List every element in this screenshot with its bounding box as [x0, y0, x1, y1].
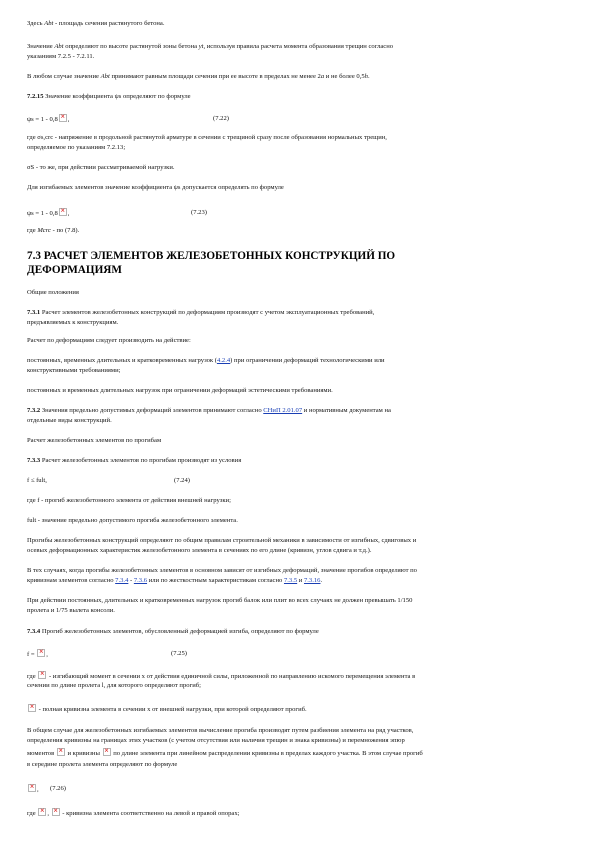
link-7-3-4[interactable]: 7.3.4 — [115, 577, 129, 584]
paragraph-curvature: × - полная кривизна элемента в сечении x от внешней нагрузки, при которой определяют прогиб. — [27, 704, 307, 714]
formula-7-22: ψs = 1 - 0,8× , — [27, 114, 69, 124]
paragraph-abt: Здесь Abt - площадь сечения растянутого бетона. — [27, 20, 165, 27]
paragraph-where-line1: где σs,crc - напряжение в продольной растянутой арматуре в сечении с трещиной сразу после образования нормальных трещин, — [27, 134, 387, 141]
broken-image-icon — [57, 748, 65, 756]
clause-7-3-1-line2: предъявляемых к конструкциям. — [27, 319, 119, 326]
equation-number-7-25: (7.25) — [171, 650, 187, 657]
paragraph-where-last: где ×, × - кривизна элемента соответственно на левой и правой опорах; — [27, 808, 239, 818]
link-7-3-16[interactable]: 7.3.16 — [303, 577, 321, 584]
equation-number-7-23: (7.23) — [191, 209, 207, 216]
formula-7-26: ×, — [27, 784, 39, 794]
paragraph-loads-line1: постоянных, временных длительных и кратковременных нагрузок (4.2.4) при ограничении деформаций технологическими или — [27, 357, 385, 364]
broken-image-icon — [28, 704, 36, 712]
link-7-3-6[interactable]: 7.3.6 — [133, 577, 148, 584]
formula-7-24: f ≤ fult, — [27, 477, 47, 484]
paragraph-cases-line1: В тех случаях, когда прогибы железобетонных элементов в основном зависят от изгибных деформаций, значение прогибов определяют по — [27, 567, 417, 574]
paragraph-general-line4: в середине пролета элемента определяют по формуле — [27, 761, 178, 768]
broken-image-icon — [103, 748, 111, 756]
broken-image-icon — [38, 808, 46, 816]
paragraph-deflections-line2: осевых деформационных характеристик железобетонного элемента в сечениях по его длине (кривизн, углов сдвига и т.д.). — [27, 547, 372, 554]
clause-7-2-15: 7.2.15 Значение коэффициента ψs определяют по формуле — [27, 93, 191, 100]
broken-image-icon — [52, 808, 60, 816]
link-4-2-4[interactable]: 4.2.4 — [216, 357, 231, 364]
clause-7-3-4: 7.3.4 Прогиб железобетонных элементов, обусловленный деформацией изгиба, определяют по формуле — [27, 628, 319, 635]
formula-7-25: f = ×, — [27, 649, 48, 659]
equation-number-7-24: (7.24) — [174, 477, 190, 484]
paragraph-calc-perform: Расчет по деформациям следует производить на действие: — [27, 337, 191, 344]
link-snip[interactable]: СНиП 2.01.07 — [263, 407, 303, 414]
paragraph-cases-line2: кривизнам элементов согласно 7.3.4 - 7.3.6 или по жесткостным характеристикам согласно 7.3.5 и 7.3.16. — [27, 577, 323, 584]
section-title-line2: ДЕФОРМАЦИЯМ — [27, 264, 122, 276]
paragraph-mcrc: где Mcrc - по (7.8). — [27, 227, 80, 234]
paragraph-values-line2: указаниям 7.2.5 - 7.2.11. — [27, 53, 95, 60]
clause-7-3-2-line1: 7.3.2 Значения предельно допустимых деформаций элементов принимают согласно СНиП 2.01.07 и нормативным документам на — [27, 407, 391, 414]
broken-image-icon — [59, 208, 67, 216]
clause-7-3-1-line1: 7.3.1 Расчет элементов железобетонных конструкций по деформациям производят с учетом эксплуатационных требований, — [27, 309, 375, 316]
paragraph-fult: fult - значение предельно допустимого прогиба железобетонного элемента. — [27, 517, 238, 524]
paragraph-any-case: В любом случае значение Abt принимают равным площади сечения при ее высоте в пределах не менее 2a и не более 0,5h. — [27, 73, 370, 80]
paragraph-general-line1: В общем случае для железобетонных изгибаемых элементов вычисление прогиба производят путем разбиения элемента на ряд участков, — [27, 727, 414, 734]
section-title-line1: 7.3 РАСЧЕТ ЭЛЕМЕНТОВ ЖЕЛЕЗОБЕТОННЫХ КОНСТРУКЦИЙ ПО — [27, 250, 396, 262]
paragraph-loads-line3: постоянных и временных длительных нагрузок при ограничении деформаций эстетическими требованиями. — [27, 387, 333, 394]
broken-image-icon — [59, 114, 67, 122]
equation-number-7-22: (7.22) — [213, 115, 229, 122]
subheading-general: Общие положения — [27, 289, 79, 296]
paragraph-limit-line1: При действии постоянных, длительных и кратковременных нагрузок прогиб балок или плит во всех случаях не должен превышать 1/150 — [27, 597, 413, 604]
broken-image-icon — [37, 649, 45, 657]
paragraph-moment-line1: где × - изгибающий момент в сечении x от действия единичной силы, приложенной по направлению искомого перемещения элемента в — [27, 671, 415, 681]
broken-image-icon — [38, 671, 46, 679]
paragraph-deflections-line1: Прогибы железобетонных конструкций определяют по общим правилам строительной механики в зависимости от изгибных, сдвиговых и — [27, 537, 417, 544]
clause-7-3-3: 7.3.3 Расчет железобетонных элементов по прогибам производят из условия — [27, 457, 242, 464]
subheading-deflection: Расчет железобетонных элементов по прогибам — [27, 437, 162, 444]
paragraph-sigma: σS - то же, при действии рассматриваемой нагрузки. — [27, 164, 175, 171]
paragraph-general-line2: определения кривизны на границах этих участков (с учетом отсутствия или наличия трещин и знака кривизны) и перемножения эпюр — [27, 737, 405, 744]
equation-number-7-26: (7.26) — [50, 785, 66, 792]
paragraph-moment-line2: сечении по длине пролета l, для которого определяют прогиб; — [27, 682, 201, 689]
paragraph-bending: Для изгибаемых элементов значение коэффициента ψs допускается определять по формуле — [27, 184, 284, 191]
paragraph-loads-line2: конструктивными требованиями; — [27, 367, 121, 374]
broken-image-icon — [28, 784, 36, 792]
formula-7-23: ψs = 1 - 0,8× , — [27, 208, 69, 218]
paragraph-where-line2: определяемое по указаниям 7.2.13; — [27, 144, 126, 151]
link-7-3-5[interactable]: 7.3.5 — [283, 577, 298, 584]
paragraph-values-line1: Значение Abt определяют по высоте растянутой зоны бетона yt, используя правила расчета момента образования трещин согласно — [27, 43, 394, 50]
paragraph-general-line3: моментов × и кривизны × по длине элемента при линейном распределении кривизны в пределах каждого участка. В этом случае прогиб — [27, 748, 423, 758]
paragraph-limit-line2: пролета и 1/75 вылета консоли. — [27, 607, 115, 614]
clause-7-3-2-line2: отдельные виды конструкций. — [27, 417, 112, 424]
paragraph-f: где f - прогиб железобетонного элемента от действия внешней нагрузки; — [27, 497, 231, 504]
